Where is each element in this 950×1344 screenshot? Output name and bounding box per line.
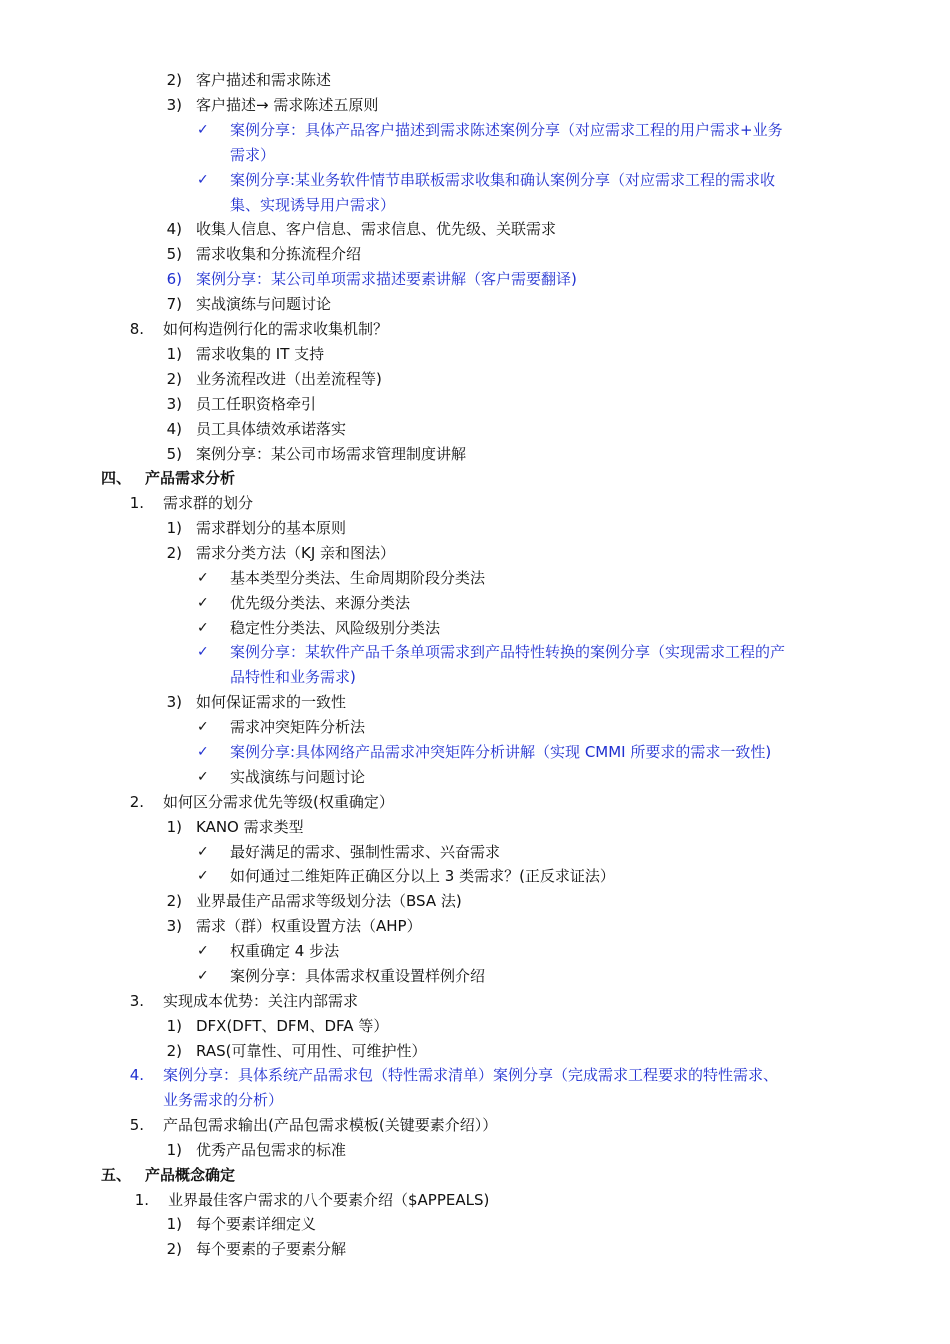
item-text: 品特性和业务需求)	[230, 668, 356, 686]
outline-item	[0, 342, 950, 367]
item-text: 案例分享：具体系统产品需求包（特性需求清单）案例分享（完成需求工程要求的特性需求、	[163, 1066, 779, 1084]
checkmark-icon: ✓	[197, 172, 209, 188]
item-text: 案例分享：某公司市场需求管理制度讲解	[196, 445, 467, 463]
item-number: 1)	[166, 519, 182, 537]
outline-item	[0, 1237, 950, 1262]
item-text: 实战演练与问题讨论	[230, 768, 366, 786]
item-number: 2)	[166, 71, 182, 89]
item-number: 2)	[166, 370, 182, 388]
outline-item	[0, 790, 950, 815]
checkmark-icon: ✓	[197, 844, 209, 860]
item-text: 产品包需求输出(产品包需求模板(关键要素介绍））	[163, 1116, 498, 1134]
item-text: 案例分享：具体产品客户描述到需求陈述案例分享（对应需求工程的用户需求+业务	[230, 121, 783, 139]
item-text: 如何构造例行化的需求收集机制？	[163, 320, 389, 338]
item-text: 案例分享：某公司单项需求描述要素讲解（客户需要翻译)	[196, 270, 577, 288]
item-text: 需求冲突矩阵分析法	[230, 718, 366, 736]
outline-item	[0, 168, 950, 193]
outline-item	[0, 93, 950, 118]
item-number: 2)	[166, 1240, 182, 1258]
item-text: 最好满足的需求、强制性需求、兴奋需求	[230, 843, 501, 861]
item-text: 业务流程改进（出差流程等)	[196, 370, 382, 388]
item-number: 4)	[166, 220, 182, 238]
item-number: 1.	[134, 1191, 149, 1209]
item-number: 1)	[166, 818, 182, 836]
item-number: 2)	[166, 1042, 182, 1060]
item-text: 权重确定 4 步法	[230, 942, 340, 960]
item-text: 需求群的划分	[163, 494, 254, 512]
checkmark-icon: ✓	[197, 620, 209, 636]
outline-item	[0, 442, 950, 467]
outline-item	[0, 715, 950, 740]
section-heading	[0, 1163, 950, 1188]
item-number: 1)	[166, 345, 182, 363]
outline-item	[0, 914, 950, 939]
item-text: 案例分享:具体网络产品需求冲突矩阵分析讲解（实现 CMMI 所要求的需求一致性)	[230, 743, 772, 761]
item-number: 3)	[166, 693, 182, 711]
checkmark-icon: ✓	[197, 868, 209, 884]
item-text: 每个要素详细定义	[196, 1215, 317, 1233]
outline-item	[0, 267, 950, 292]
outline-item	[0, 889, 950, 914]
item-text: 优先级分类法、来源分类法	[230, 594, 411, 612]
item-text: 如何区分需求优先等级(权重确定）	[163, 793, 394, 811]
item-number: 6)	[166, 270, 182, 288]
outline-item	[0, 193, 950, 218]
outline-item	[0, 989, 950, 1014]
checkmark-icon: ✓	[197, 744, 209, 760]
item-text: 实现成本优势：关注内部需求	[163, 992, 359, 1010]
item-text: 稳定性分类法、风险级别分类法	[230, 619, 441, 637]
item-text: 客户描述和需求陈述	[196, 71, 332, 89]
checkmark-icon: ✓	[197, 943, 209, 959]
item-number: 3)	[166, 917, 182, 935]
outline-item	[0, 317, 950, 342]
outline-item	[0, 143, 950, 168]
checkmark-icon: ✓	[197, 570, 209, 586]
outline-item	[0, 1212, 950, 1237]
item-text: 每个要素的子要素分解	[196, 1240, 347, 1258]
item-text: 如何通过二维矩阵正确区分以上 3 类需求？(正反求证法）	[230, 867, 615, 885]
outline-item	[0, 566, 950, 591]
item-text: 产品概念确定	[145, 1166, 236, 1184]
item-text: 客户描述→ 需求陈述五原则	[196, 96, 379, 114]
item-number: 四、	[101, 469, 132, 487]
item-text: 案例分享：具体需求权重设置样例介绍	[230, 967, 486, 985]
outline-item	[0, 491, 950, 516]
outline-item	[0, 367, 950, 392]
item-text: 需求）	[230, 146, 276, 164]
outline-item	[0, 516, 950, 541]
item-number: 3)	[166, 395, 182, 413]
outline-item	[0, 690, 950, 715]
outline-item	[0, 541, 950, 566]
item-text: RAS(可靠性、可用性、可维护性）	[196, 1042, 427, 1060]
outline-item	[0, 292, 950, 317]
item-text: 需求（群）权重设置方法（AHP）	[196, 917, 422, 935]
checkmark-icon: ✓	[197, 595, 209, 611]
item-text: 案例分享：某软件产品千条单项需求到产品特性转换的案例分享（实现需求工程的产	[230, 643, 786, 661]
outline-item	[0, 616, 950, 641]
item-text: 实战演练与问题讨论	[196, 295, 332, 313]
outline-item	[0, 1113, 950, 1138]
item-text: 基本类型分类法、生命周期阶段分类法	[230, 569, 486, 587]
item-number: 4.	[129, 1066, 144, 1084]
outline-item	[0, 840, 950, 865]
item-number: 1)	[166, 1215, 182, 1233]
item-text: 员工任职资格牵引	[196, 395, 317, 413]
item-number: 4)	[166, 420, 182, 438]
item-text: 收集人信息、客户信息、需求信息、优先级、关联需求	[196, 220, 557, 238]
item-number: 1.	[129, 494, 144, 512]
outline-item	[0, 1063, 950, 1088]
checkmark-icon: ✓	[197, 719, 209, 735]
outline-item	[0, 242, 950, 267]
outline-item	[0, 118, 950, 143]
outline-item	[0, 939, 950, 964]
outline-item	[0, 765, 950, 790]
outline-item	[0, 1088, 950, 1113]
item-number: 3.	[129, 992, 144, 1010]
item-text: 优秀产品包需求的标准	[196, 1141, 347, 1159]
item-number: 7)	[166, 295, 182, 313]
outline-item	[0, 864, 950, 889]
item-text: 案例分享:某业务软件情节串联板需求收集和确认案例分享（对应需求工程的需求收	[230, 171, 776, 189]
outline-item	[0, 1039, 950, 1064]
item-text: 业界最佳产品需求等级划分法（BSA 法)	[196, 892, 462, 910]
outline-item	[0, 1138, 950, 1163]
outline-item	[0, 740, 950, 765]
item-number: 3)	[166, 96, 182, 114]
item-text: 业务需求的分析）	[163, 1091, 284, 1109]
outline-item	[0, 68, 950, 93]
outline-item	[0, 417, 950, 442]
outline-item	[0, 1014, 950, 1039]
item-text: 业界最佳客户需求的八个要素介绍（$APPEALS)	[168, 1191, 490, 1209]
item-number: 5)	[166, 445, 182, 463]
item-text: KANO 需求类型	[196, 818, 304, 836]
checkmark-icon: ✓	[197, 644, 209, 660]
checkmark-icon: ✓	[197, 769, 209, 785]
outline-item	[0, 964, 950, 989]
outline-item	[0, 815, 950, 840]
checkmark-icon: ✓	[197, 968, 209, 984]
item-text: 产品需求分析	[145, 469, 236, 487]
item-number: 五、	[101, 1166, 132, 1184]
outline-item	[0, 1188, 950, 1213]
item-number: 1)	[166, 1017, 182, 1035]
item-number: 2.	[129, 793, 144, 811]
item-number: 2)	[166, 544, 182, 562]
item-text: 需求分类方法（KJ 亲和图法）	[196, 544, 396, 562]
item-text: 需求群划分的基本原则	[196, 519, 347, 537]
item-number: 5.	[129, 1116, 144, 1134]
item-text: 如何保证需求的一致性	[196, 693, 347, 711]
item-number: 1)	[166, 1141, 182, 1159]
outline-item	[0, 392, 950, 417]
outline-item	[0, 665, 950, 690]
checkmark-icon: ✓	[197, 122, 209, 138]
item-number: 2)	[166, 892, 182, 910]
item-text: 需求收集和分拣流程介绍	[196, 245, 362, 263]
item-number: 5)	[166, 245, 182, 263]
item-text: 员工具体绩效承诺落实	[196, 420, 347, 438]
outline-item	[0, 217, 950, 242]
item-text: 需求收集的 IT 支持	[196, 345, 325, 363]
outline-item	[0, 591, 950, 616]
outline-item	[0, 640, 950, 665]
item-text: DFX(DFT、DFM、DFA 等）	[196, 1017, 389, 1035]
item-text: 集、实现诱导用户需求）	[230, 196, 396, 214]
item-number: 8.	[129, 320, 144, 338]
section-heading	[0, 466, 950, 491]
